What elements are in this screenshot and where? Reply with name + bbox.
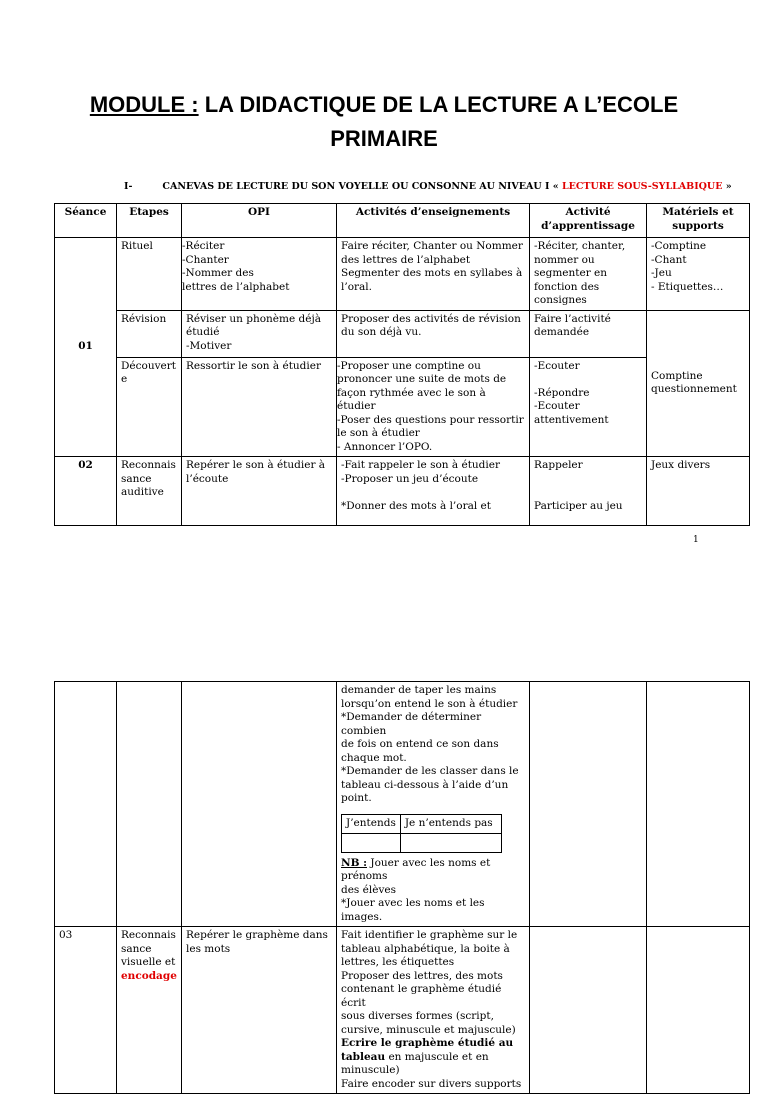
- blank-line: [341, 486, 525, 500]
- etape-reconnaissance-visuelle: [117, 927, 182, 1094]
- text-line: -Comptine: [651, 240, 707, 252]
- table-header-row: [55, 204, 750, 238]
- header-seance: Séance: [55, 204, 117, 238]
- inner-header-je-nentends-pas: Je n’entends pas: [400, 814, 501, 833]
- text-line: Proposer des lettres, des mots: [341, 969, 503, 982]
- table-row-rituel: [55, 238, 750, 311]
- text-span: en majuscule et en: [385, 1050, 489, 1063]
- section-highlight: LECTURE SOUS-SYLLABIQUE: [561, 181, 723, 192]
- text-line: visuelle et: [121, 956, 176, 968]
- text-line: lettres de l’alphabet: [182, 280, 290, 293]
- section-text: CANEVAS DE LECTURE DU SON VOYELLE OU CONSONNE AU NIVEAU I «: [162, 181, 562, 192]
- text-line: -Fait rappeler le son à étudier: [341, 459, 500, 471]
- text-line: -Proposer un jeu d’écoute: [341, 472, 479, 485]
- enseignement-continued: [337, 682, 530, 927]
- text-line: Participer au jeu: [534, 499, 623, 512]
- enseignement-decouverte: [337, 357, 530, 457]
- text-line: - Etiquettes…: [651, 280, 724, 293]
- title-line-1: LA DIDACTIQUE DE LA LECTURE A L’ECOLE: [198, 92, 679, 117]
- text-line: demander de taper les mains: [341, 684, 497, 696]
- text-line: Rappeler: [534, 459, 583, 471]
- text-line: le son à étudier: [337, 427, 420, 439]
- text-line: étudié: [186, 326, 220, 338]
- text-line: -Chant: [651, 253, 687, 266]
- text-line: tableau alphabétique, la boite à: [341, 942, 510, 955]
- sound-classification-table: [341, 814, 502, 853]
- blank-line: [534, 473, 642, 500]
- text-line: les mots: [186, 942, 231, 955]
- text-line: contenant le graphème étudié écrit: [341, 983, 502, 1009]
- apprentissage-rituel: [530, 238, 647, 311]
- enseignement-reconnaissance-visuelle: [337, 927, 530, 1094]
- inner-empty-cell: [400, 833, 501, 852]
- seance-01: 01: [55, 238, 117, 457]
- text-line: questionnement: [651, 383, 737, 396]
- materiel-reconnaissance-auditive: Jeux divers: [647, 457, 750, 526]
- table-row-continued: [55, 682, 750, 927]
- text-line: -Répondre: [534, 386, 590, 399]
- opi-reconnaissance-auditive: [182, 457, 337, 526]
- text-line: attentivement: [534, 413, 609, 426]
- apprentissage-revision: [530, 310, 647, 357]
- header-etapes: Etapes: [117, 204, 182, 238]
- text-line: auditive: [121, 486, 164, 498]
- text-line: -Réciter: [182, 240, 225, 252]
- section-number: I-: [124, 181, 133, 192]
- module-label: MODULE :: [89, 92, 199, 117]
- text-line: Fait identifier le graphème sur le: [341, 929, 518, 941]
- empty-cell: [647, 682, 750, 927]
- empty-cell: [530, 927, 647, 1094]
- empty-cell: [647, 927, 750, 1094]
- seance-02: 02: [55, 457, 117, 526]
- text-line: chaque mot.: [341, 751, 407, 764]
- text-line: Faire réciter, Chanter ou Nommer: [341, 240, 523, 252]
- empty-cell: [530, 682, 647, 927]
- section-heading: [124, 181, 732, 192]
- header-enseignements: Activités d’enseignements: [337, 204, 530, 238]
- empty-cell: [117, 682, 182, 927]
- text-line: -Chanter: [182, 253, 229, 266]
- etape-reconnaissance-auditive: [117, 457, 182, 526]
- text-line: -Jeu: [651, 267, 672, 279]
- text-line: Repérer le graphème dans: [186, 929, 328, 941]
- text-line: Découvert: [121, 359, 176, 372]
- table-row-decouverte: [55, 357, 750, 457]
- etape-rituel: Rituel: [117, 238, 182, 311]
- text-line: sance: [121, 472, 152, 485]
- nb-text: Jouer avec les noms et prénoms: [341, 856, 491, 882]
- text-line: fonction des: [534, 280, 600, 293]
- text-line: l’écoute: [186, 472, 229, 485]
- text-line: tableau ci-dessous à l’aide d’un: [341, 778, 509, 791]
- encodage-label: encodage: [121, 969, 177, 982]
- nb-label: NB :: [341, 856, 368, 869]
- opi-reconnaissance-visuelle: [182, 927, 337, 1094]
- inner-empty-cell: [342, 833, 401, 852]
- opi-rituel: [182, 238, 337, 311]
- text-line: des lettres de l’alphabet: [341, 253, 471, 266]
- text-line: *Demander de les classer dans le: [341, 765, 519, 777]
- text-line: segmenter en: [534, 267, 608, 279]
- header-apprentissage: Activité d’apprentissage: [530, 204, 647, 238]
- text-line: prononcer une suite de mots de: [337, 373, 507, 385]
- text-line: -Nommer des: [182, 267, 254, 279]
- document-title: [0, 88, 768, 156]
- header-opi: OPI: [182, 204, 337, 238]
- enseignement-revision: [337, 310, 530, 357]
- opi-revision: [182, 310, 337, 357]
- text-line: -Proposer une comptine ou: [337, 359, 481, 372]
- apprentissage-decouverte: [530, 357, 647, 457]
- text-line: de fois on entend ce son dans: [341, 738, 499, 750]
- apprentissage-reconnaissance-auditive: [530, 457, 647, 526]
- text-line: Ecrire le graphème étudié au: [341, 1037, 514, 1049]
- text-line: point.: [341, 792, 372, 804]
- table-row-reconnaissance-visuelle: [55, 927, 750, 1094]
- header-materiels: Matériels et supports: [647, 204, 750, 238]
- table-row-reconnaissance-auditive: [55, 457, 750, 526]
- text-line: l’oral.: [341, 280, 372, 293]
- enseignement-reconnaissance-auditive: [337, 457, 530, 526]
- text-line: sance: [121, 942, 152, 955]
- text-line: *Demander de déterminer combien: [341, 711, 482, 737]
- text-line: -Ecouter: [534, 359, 580, 372]
- text-line: lorsqu’on entend le son à étudier: [341, 697, 518, 710]
- text-line: *Donner des mots à l’oral et: [341, 499, 491, 512]
- text-line: *Jouer avec les noms et les images.: [341, 897, 485, 923]
- text-line: Faire encoder sur divers supports: [341, 1077, 522, 1090]
- text-line: façon rythmée avec le son à étudier: [337, 386, 486, 412]
- empty-cell: [182, 682, 337, 927]
- blank-line: [534, 373, 642, 387]
- text-line: sous diverses formes (script,: [341, 1010, 494, 1022]
- text-line: Proposer des activités de révision: [341, 312, 521, 325]
- title-line-2: PRIMAIRE: [330, 126, 438, 151]
- etape-revision: Révision: [117, 310, 182, 357]
- lesson-plan-table: [54, 203, 750, 526]
- opi-decouverte: Ressortir le son à étudier: [182, 357, 337, 457]
- text-line: Reconnais: [121, 929, 176, 941]
- etape-decouverte: [117, 357, 182, 457]
- empty-cell: [55, 682, 117, 927]
- page-number: 1: [693, 535, 699, 545]
- nb-note: [341, 857, 525, 884]
- text-line: nommer ou: [534, 253, 595, 266]
- text-line: lettres, les étiquettes: [341, 956, 455, 968]
- bold-text: tableau: [341, 1050, 386, 1063]
- text-line: consignes: [534, 294, 587, 306]
- text-line: -Poser des questions pour ressortir: [337, 413, 524, 426]
- text-line: -Réciter, chanter,: [534, 240, 626, 252]
- enseignement-rituel: [337, 238, 530, 311]
- materiel-decouverte: [647, 310, 750, 457]
- text-line: Repérer le son à étudier à: [186, 459, 326, 471]
- text-line: -Motiver: [186, 339, 232, 352]
- text-line: -Ecouter: [534, 400, 580, 412]
- text-line: du son déjà vu.: [341, 326, 422, 338]
- text-line: des élèves: [341, 883, 396, 896]
- text-line: cursive, minuscule et majuscule): [341, 1023, 516, 1036]
- text-line: Segmenter des mots en syllabes à: [341, 267, 523, 279]
- text-line: Reconnais: [121, 459, 176, 471]
- seance-03: 03: [55, 927, 117, 1094]
- text-line: demandée: [534, 326, 590, 338]
- inner-header-jentends: J’entends: [342, 814, 401, 833]
- materiel-rituel: [647, 238, 750, 311]
- text-line: Réviser un phonème déjà: [186, 312, 321, 325]
- text-line: Comptine: [651, 369, 703, 382]
- table-row-revision: [55, 310, 750, 357]
- section-end: »: [722, 181, 732, 192]
- text-line: e: [121, 373, 128, 385]
- lesson-plan-table-continued: [54, 681, 750, 1094]
- text-line: - Annoncer l’OPO.: [337, 440, 433, 453]
- text-line: minuscule): [341, 1064, 400, 1076]
- text-line: Faire l’activité: [534, 312, 611, 325]
